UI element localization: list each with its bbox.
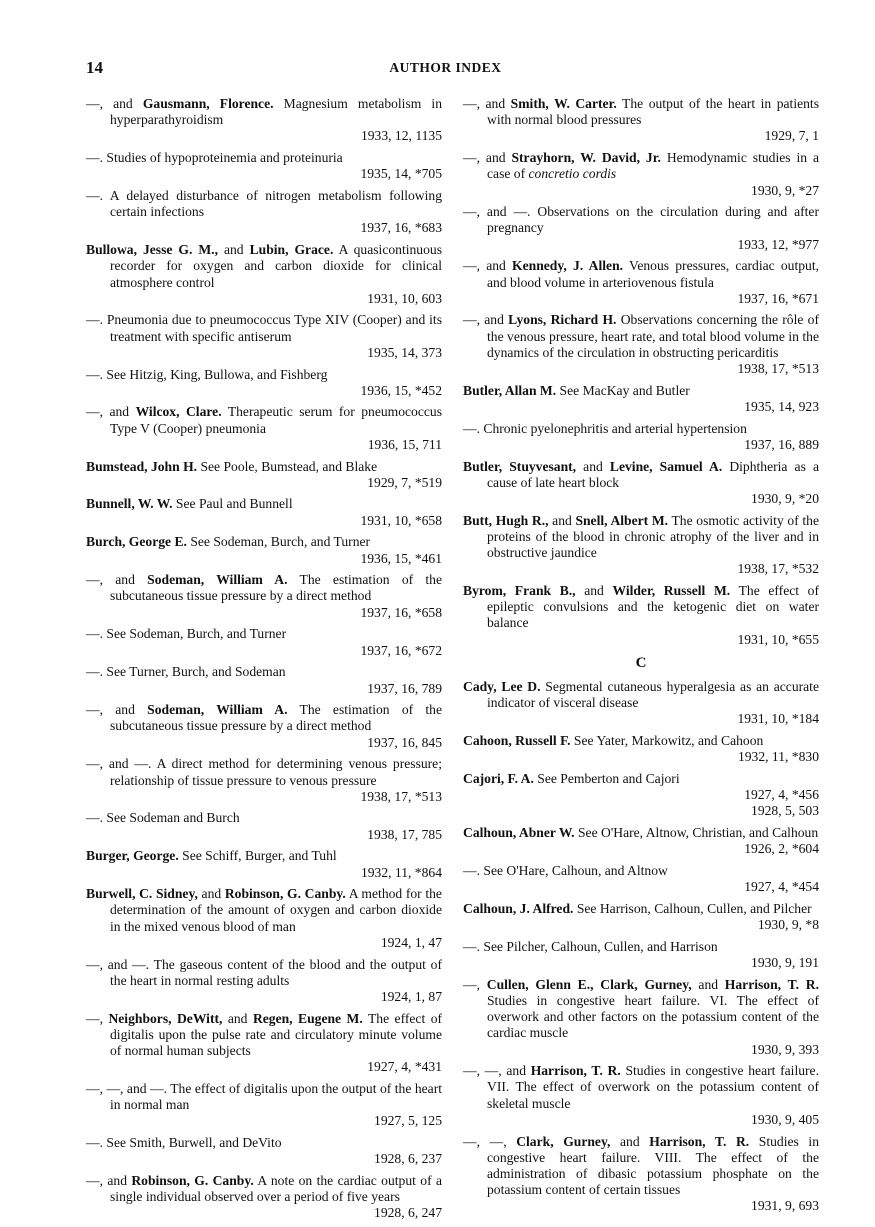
entry-text: —, Cullen, Glenn E., Clark, Gurney, and Harrison, T. R. Studies in congestive heart failure. VI. The effect of overwork and other factors on the potassium content of the cardiac muscle: [463, 976, 819, 1041]
entry-text: Burch, George E. See Sodeman, Burch, and Turner: [86, 534, 371, 550]
entry-text: —, and Smith, W. Carter. The output of the heart in patients with normal blood pressures: [463, 96, 820, 128]
right-column: [463, 96, 819, 1220]
entry-text: —. See Sodeman and Burch: [86, 810, 240, 826]
entry-citation: 1927, 5, 125: [374, 1113, 442, 1129]
entry-citation: 1930, 9, 393: [751, 1041, 819, 1057]
entry-text: Bunnell, W. W. See Paul and Bunnell: [86, 496, 293, 512]
entry-text: Cajori, F. A. See Pemberton and Cajori: [463, 771, 680, 787]
index-entry: [86, 459, 442, 491]
entry-citation: 1937, 16, 789: [367, 680, 442, 696]
index-entry: [463, 901, 819, 933]
entry-citation: 1930, 9, *8: [757, 917, 819, 933]
entry-text: Bullowa, Jesse G. M., and Lubin, Grace. A quasicontinuous recorder for oxygen and carbon dioxide for clinical atmosphere control: [86, 242, 442, 290]
entry-citation: 1932, 11, *830: [737, 749, 819, 765]
index-entry: [463, 771, 819, 820]
index-entry: [86, 534, 442, 566]
index-entry: [86, 702, 442, 751]
entry-citation: 1937, 16, 845: [367, 734, 442, 750]
entry-text: —, and Wilcox, Clare. Therapeutic serum for pneumococcus Type V (Cooper) pneumonia: [86, 404, 443, 436]
index-entry: [86, 756, 442, 805]
index-entry: [86, 572, 442, 621]
index-entry: [463, 863, 819, 895]
entry-text: —, and Kennedy, J. Allen. Venous pressures, cardiac output, and blood volume in arteriovenous fistula: [463, 258, 820, 290]
entry-citation: 1924, 1, 87: [380, 988, 442, 1004]
index-entry: [463, 312, 819, 377]
entry-text: Burwell, C. Sidney, and Robinson, G. Canby. A method for the determination of the amount of oxygen and carbon dioxide in the mixed venous blood of man: [86, 886, 442, 934]
index-entry: [86, 810, 442, 842]
entry-citation: 1936, 15, *452: [360, 382, 442, 398]
index-entry: [86, 848, 442, 880]
index-entry: [463, 939, 819, 971]
page-number: 14: [86, 58, 103, 77]
entry-citation: 1927, 4, *454: [744, 879, 819, 895]
entry-citation: 1930, 9, 405: [751, 1111, 819, 1127]
entry-text: —, and —. A direct method for determining venous pressure; relationship of tissue pressure to venous pressure: [86, 756, 442, 788]
index-entry: [463, 977, 819, 1058]
entry-citation: 1930, 9, *27: [751, 182, 819, 198]
entry-citation: 1936, 15, *461: [360, 550, 442, 566]
entry-text: —, and Sodeman, William A. The estimation of the subcutaneous tissue pressure by a direct method: [86, 702, 443, 734]
entry-citation: 1927, 4, *456: [744, 787, 819, 803]
entry-citation: 1928, 6, 237: [374, 1151, 442, 1167]
entry-text: Calhoun, Abner W. See O'Hare, Altnow, Christian, and Calhoun: [463, 825, 819, 841]
index-entry: [86, 1011, 442, 1076]
entry-citation: 1929, 7, 1: [764, 128, 819, 144]
index-entry: [463, 825, 819, 857]
index-entry: [86, 626, 442, 658]
entry-citation: 1933, 12, *977: [737, 236, 819, 252]
index-entry: [86, 1081, 442, 1130]
index-entry: [86, 664, 442, 696]
entry-citation: 1931, 10, 603: [367, 290, 442, 306]
entry-text: —. Studies of hypoproteinemia and proteinuria: [86, 150, 343, 166]
entry-citation: 1931, 9, 693: [751, 1198, 819, 1214]
entry-text: —, —, and Harrison, T. R. Studies in congestive heart failure. VII. The effect of overwork on the potassium content of skeletal muscle: [463, 1063, 819, 1111]
index-entry: [463, 513, 819, 578]
index-entry: [463, 1134, 819, 1215]
index-entry: [463, 679, 819, 728]
entry-text: —, and —. The gaseous content of the blood and the output of the heart in normal resting adults: [86, 956, 442, 988]
entry-citation: 1931, 10, *655: [737, 631, 819, 647]
entry-text: —, Neighbors, DeWitt, and Regen, Eugene M. The effect of digitalis upon the pulse rate and circulatory minute volume of normal human subjects: [86, 1010, 443, 1059]
entry-citation: 1937, 16, *672: [360, 642, 442, 658]
entry-citation: 1927, 4, *431: [367, 1059, 442, 1075]
entry-text: —. Pneumonia due to pneumococcus Type XIV (Cooper) and its treatment with specific antiserum: [86, 312, 442, 344]
index-entry: [86, 957, 442, 1006]
index-entry: [86, 188, 442, 237]
index-entry: [86, 312, 442, 361]
entry-text: —, and Strayhorn, W. David, Jr. Hemodynamic studies in a case of concretio cordis: [463, 150, 819, 182]
index-entry: [463, 96, 819, 145]
entry-citation: 1929, 7, *519: [367, 474, 442, 490]
entry-citation: 1928, 6, 247: [374, 1205, 442, 1221]
entry-text: —. A delayed disturbance of nitrogen metabolism following certain infections: [86, 188, 442, 220]
index-entry: [463, 459, 819, 508]
entry-citation: 1938, 17, 785: [367, 826, 442, 842]
index-entry: [463, 204, 819, 253]
entry-citation: 1935, 14, *705: [360, 166, 442, 182]
entry-text: —, and Lyons, Richard H. Observations concerning the rôle of the venous pressure, heart rate, and total blood volume in the dynamics of the circulation in obstructing pericarditis: [463, 312, 819, 360]
section-letter: C: [635, 654, 647, 671]
entry-text: —. See O'Hare, Calhoun, and Altnow: [463, 863, 668, 879]
entry-citation: 1932, 11, *864: [360, 864, 442, 880]
entry-text: Butler, Stuyvesant, and Levine, Samuel A. Diphtheria as a cause of late heart block: [463, 458, 819, 490]
index-entry: [463, 258, 819, 307]
page-header: [86, 58, 805, 80]
entry-citation: 1930, 9, 191: [751, 955, 819, 971]
index-entry: [463, 1063, 819, 1128]
entry-citation: 1935, 14, 923: [744, 398, 819, 414]
entry-text: Calhoun, J. Alfred. See Harrison, Calhoun, Cullen, and Pilcher: [463, 900, 812, 916]
entry-text: Cady, Lee D. Segmental cutaneous hyperalgesia as an accurate indicator of visceral disease: [463, 679, 819, 711]
entry-text: Burger, George. See Schiff, Burger, and Tuhl: [86, 848, 337, 864]
index-entry: [86, 1173, 442, 1222]
entry-text: —. See Smith, Burwell, and DeVito: [86, 1135, 282, 1151]
entry-citation: 1930, 9, *20: [751, 490, 819, 506]
entry-citation: 1938, 17, *513: [737, 361, 819, 377]
entry-citation: 1937, 16, *683: [360, 220, 442, 236]
entry-citation: 1938, 17, *532: [737, 561, 819, 577]
entry-citation: 1928, 5, 503: [751, 803, 819, 819]
entry-citation: 1936, 15, 711: [367, 436, 442, 452]
page-title: AUTHOR INDEX: [389, 60, 502, 75]
entry-text: Butler, Allan M. See MacKay and Butler: [463, 382, 690, 398]
entry-text: Cahoon, Russell F. See Yater, Markowitz, and Cahoon: [463, 733, 764, 749]
entry-citation: 1938, 17, *513: [360, 788, 442, 804]
index-entry: [86, 496, 442, 528]
entry-text: —, —, and —. The effect of digitalis upon the output of the heart in normal man: [86, 1080, 442, 1113]
entry-text: —, and —. Observations on the circulation during and after pregnancy: [463, 204, 819, 236]
entry-citation: 1931, 10, *184: [737, 711, 819, 727]
entry-text: —. See Turner, Burch, and Sodeman: [86, 664, 286, 680]
entry-citation: 1924, 1, 47: [380, 934, 442, 950]
entry-text: Bumstead, John H. See Poole, Bumstead, and Blake: [86, 458, 378, 474]
index-entry: [86, 150, 442, 182]
index-entry: [86, 367, 442, 399]
entry-text: Byrom, Frank B., and Wilder, Russell M. The effect of epileptic convulsions and the ketogenic diet on water balance: [463, 582, 820, 631]
entry-text: —. See Pilcher, Calhoun, Cullen, and Harrison: [463, 938, 718, 954]
entry-text: —, —, Clark, Gurney, and Harrison, T. R. Studies in congestive heart failure. VIII. The effect of the administration of dibasic potassium phosphate on the potassium content of certain tissues: [463, 1133, 819, 1198]
index-entry: [86, 886, 442, 951]
index-entry: [463, 583, 819, 648]
entry-citation: 1931, 10, *658: [360, 512, 442, 528]
index-entry: [86, 404, 442, 453]
entry-citation: 1937, 16, 889: [744, 436, 819, 452]
entry-text: —. See Hitzig, King, Bullowa, and Fishberg: [86, 366, 328, 382]
index-entry: [463, 733, 819, 765]
entry-text: —. See Sodeman, Burch, and Turner: [86, 626, 287, 642]
index-entry: [86, 96, 442, 145]
entry-citation: 1935, 14, 373: [367, 344, 442, 360]
index-entry: [463, 150, 819, 199]
entry-text: Butt, Hugh R., and Snell, Albert M. The osmotic activity of the proteins of the blood in chronic atrophy of the liver and in obstructive jaundice: [463, 512, 819, 561]
entry-citation: 1933, 12, 1135: [360, 128, 442, 144]
index-entry: [86, 242, 442, 307]
left-column: [86, 96, 442, 1227]
entry-text: —, and Gausmann, Florence. Magnesium metabolism in hyperparathyroidism: [86, 96, 443, 128]
index-entry: [463, 383, 819, 415]
entry-text: —. Chronic pyelonephritis and arterial hypertension: [463, 420, 747, 436]
entry-citation: 1937, 16, *658: [360, 604, 442, 620]
entry-citation: 1926, 2, *604: [744, 841, 819, 857]
entry-text: —, and Robinson, G. Canby. A note on the cardiac output of a single individual observed over a period of five years: [86, 1172, 442, 1205]
index-entry: [463, 421, 819, 453]
entry-text: —, and Sodeman, William A. The estimation of the subcutaneous tissue pressure by a direct method: [86, 572, 443, 604]
entry-citation: 1937, 16, *671: [737, 290, 819, 306]
